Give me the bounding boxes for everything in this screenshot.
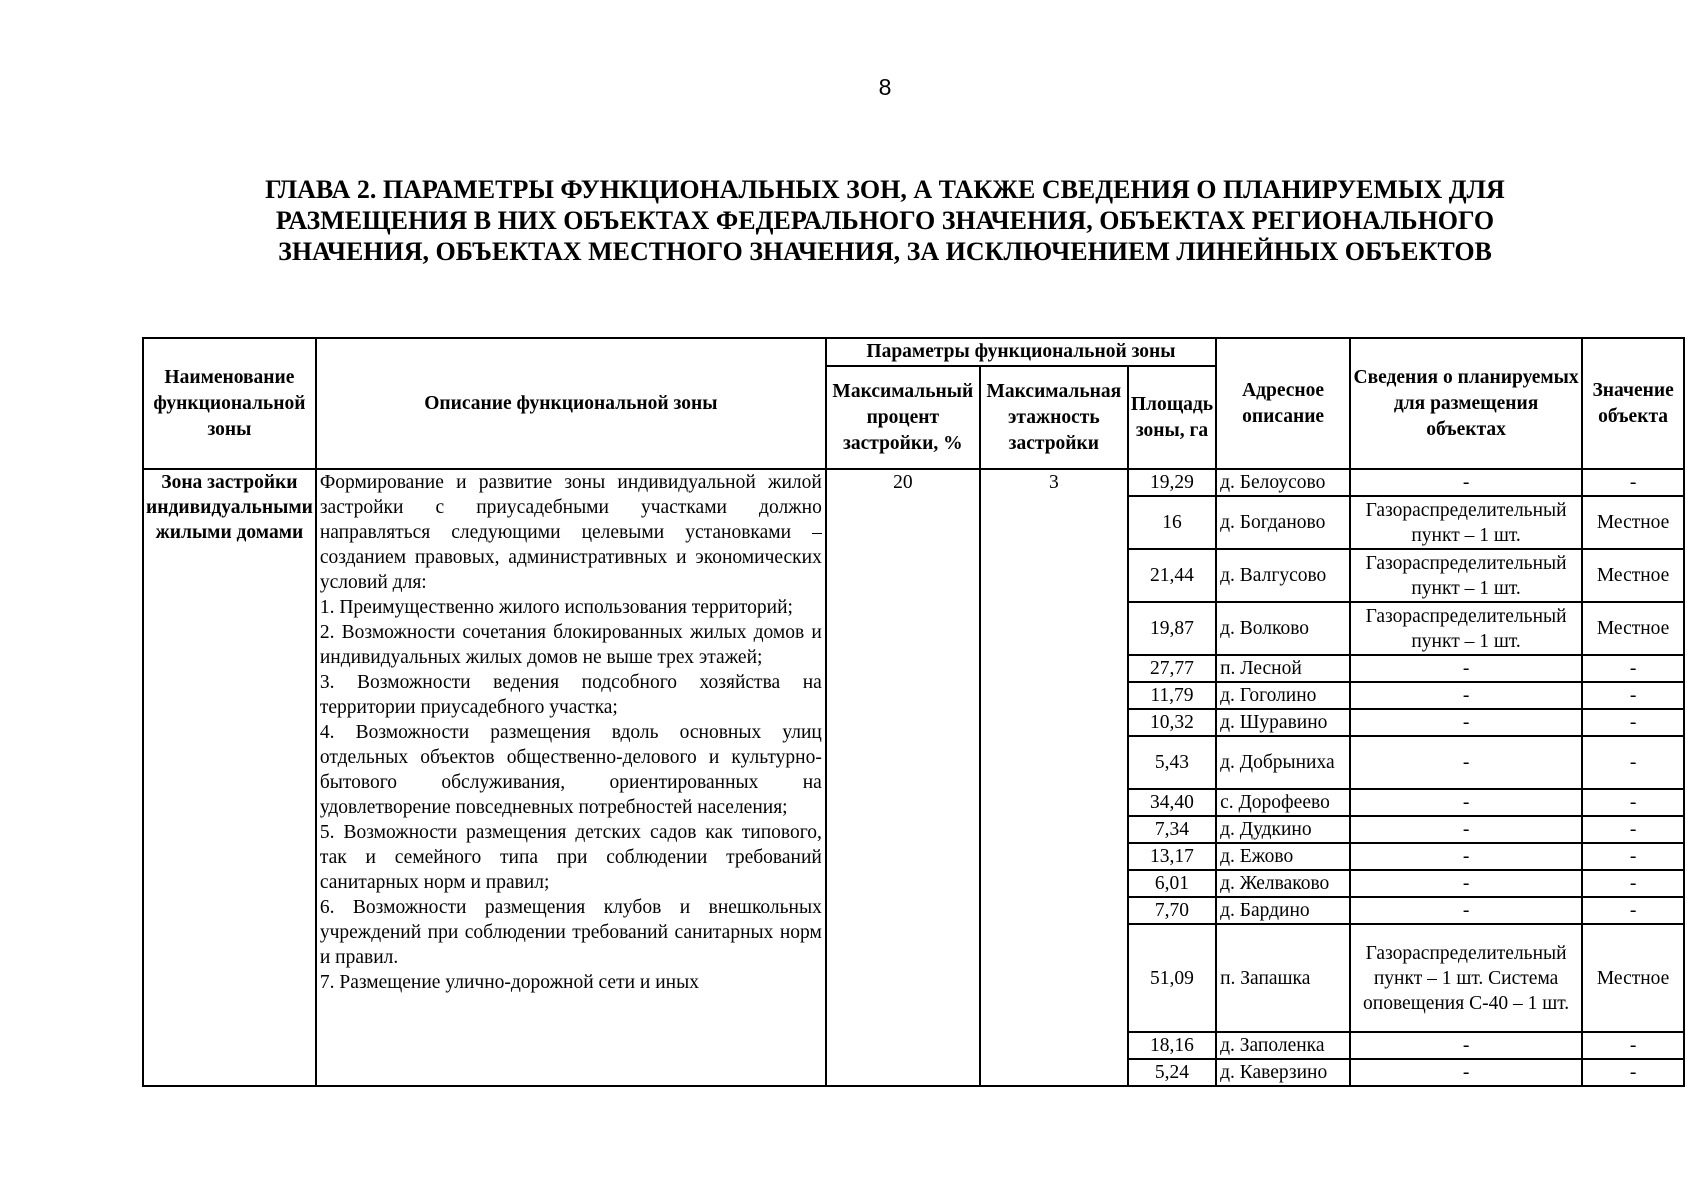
address-cell: д. Белоусово [1216,469,1350,496]
planned-info-cell: - [1350,843,1582,870]
significance-cell: - [1582,897,1684,924]
planned-info-cell: - [1350,682,1582,709]
significance-cell: - [1582,1032,1684,1059]
zone-name-cell: Зона застройки индивидуальными жилыми домами [143,469,316,1086]
description-paragraph: 4. Возможности размещения вдоль основных улиц отдельных объектов общественно-делового и культурно-бытового обслуживания, ориентированных на удовлетворение повседневных потребностей населения; [319,722,822,818]
planned-info-cell: - [1350,469,1582,496]
chapter-title-line: ГЛАВА 2. ПАРАМЕТРЫ ФУНКЦИОНАЛЬНЫХ ЗОН, А ТАКЖЕ СВЕДЕНИЯ О ПЛАНИРУЕМЫХ ДЛЯ [265,175,1505,204]
functional-zones-table [142,337,1685,1087]
planned-info-cell: - [1350,870,1582,897]
significance-cell: - [1582,655,1684,682]
significance-cell: - [1582,816,1684,843]
area-cell: 11,79 [1128,682,1216,709]
max-floors-cell: 3 [980,469,1128,1086]
area-cell: 19,87 [1128,602,1216,655]
planned-info-cell: Газораспределительный пункт – 1 шт. [1350,549,1582,602]
planned-info-cell: - [1350,897,1582,924]
description-paragraph: 5. Возможности размещения детских садов как типового, так и семейного типа при соблюдении требований санитарных норм и правил; [319,822,822,893]
description-paragraph: 3. Возможности ведения подсобного хозяйства на территории приусадебного участка; [319,672,822,718]
planned-info-cell: Газораспределительный пункт – 1 шт. [1350,496,1582,549]
header-address: Адресное описание [1216,338,1350,469]
chapter-title-line: ЗНАЧЕНИЯ, ОБЪЕКТАХ МЕСТНОГО ЗНАЧЕНИЯ, ЗА ИСКЛЮЧЕНИЕМ ЛИНЕЙНЫХ ОБЪЕКТОВ [278,237,1492,266]
table-body [143,469,1684,1086]
area-cell: 18,16 [1128,1032,1216,1059]
significance-cell: Местное [1582,496,1684,549]
planned-info-cell: - [1350,655,1582,682]
area-cell: 34,40 [1128,789,1216,816]
address-cell: д. Бардино [1216,897,1350,924]
planned-info-cell: - [1350,1059,1582,1086]
description-paragraph: 7. Размещение улично-дорожной сети и иных [319,972,699,993]
address-cell: д. Волково [1216,602,1350,655]
address-cell: п. Лесной [1216,655,1350,682]
area-cell: 21,44 [1128,549,1216,602]
significance-cell: Местное [1582,924,1684,1032]
significance-cell: - [1582,870,1684,897]
header-area: Площадь зоны, га [1128,366,1216,469]
address-cell: д. Гоголино [1216,682,1350,709]
header-params-group: Параметры функциональной зоны [826,338,1216,366]
address-cell: с. Дорофеево [1216,789,1350,816]
page-number: 8 [878,74,892,100]
significance-cell: - [1582,682,1684,709]
description-paragraph: Формирование и развитие зоны индивидуальной жилой застройки с приусадебными участками должно направляться следующими целевыми установками – созданием правовых, административных и экономических условий для: [319,472,822,593]
area-cell: 51,09 [1128,924,1216,1032]
significance-cell: - [1582,736,1684,789]
planned-info-cell: - [1350,1032,1582,1059]
description-paragraph: 1. Преимущественно жилого использования территорий; [319,597,793,618]
planned-info-cell: - [1350,816,1582,843]
zone-description-cell [316,469,826,1086]
area-cell: 7,70 [1128,897,1216,924]
address-cell: д. Заполенка [1216,1032,1350,1059]
chapter-title [190,174,1580,267]
address-cell: д. Валгусово [1216,549,1350,602]
significance-cell: Местное [1582,602,1684,655]
area-cell: 16 [1128,496,1216,549]
max-build-percent-cell: 20 [826,469,980,1086]
area-cell: 6,01 [1128,870,1216,897]
description-paragraph: 6. Возможности размещения клубов и внешкольных учреждений при соблюдении требований санитарных норм и правил. [319,897,822,968]
header-significance: Значение объекта [1582,338,1684,469]
area-cell: 7,34 [1128,816,1216,843]
area-cell: 10,32 [1128,709,1216,736]
address-cell: д. Желваково [1216,870,1350,897]
address-cell: д. Шуравино [1216,709,1350,736]
header-max-build-percent: Максимальный процент застройки, % [826,366,980,469]
planned-info-cell: - [1350,789,1582,816]
address-cell: д. Ежово [1216,843,1350,870]
address-cell: д. Дудкино [1216,816,1350,843]
significance-cell: - [1582,843,1684,870]
header-description: Описание функциональной зоны [316,338,826,469]
table-row [143,469,1684,496]
address-cell: д. Добрыниха [1216,736,1350,789]
header-zone-name: Наименование функциональной зоны [143,338,316,469]
planned-info-cell: - [1350,736,1582,789]
significance-cell: - [1582,709,1684,736]
significance-cell: - [1582,789,1684,816]
significance-cell: - [1582,469,1684,496]
chapter-title-line: РАЗМЕЩЕНИЯ В НИХ ОБЪЕКТАХ ФЕДЕРАЛЬНОГО ЗНАЧЕНИЯ, ОБЪЕКТАХ РЕГИОНАЛЬНОГО [275,206,1495,235]
address-cell: д. Богданово [1216,496,1350,549]
description-paragraph: 2. Возможности сочетания блокированных жилых домов и индивидуальных жилых домов не выше трех этажей; [319,622,822,668]
header-max-floors: Максимальная этажность застройки [980,366,1128,469]
address-cell: п. Запашка [1216,924,1350,1032]
address-cell: д. Каверзино [1216,1059,1350,1086]
planned-info-cell: Газораспределительный пункт – 1 шт. Система оповещения С-40 – 1 шт. [1350,924,1582,1032]
area-cell: 5,43 [1128,736,1216,789]
area-cell: 5,24 [1128,1059,1216,1086]
area-cell: 13,17 [1128,843,1216,870]
header-planned-info: Сведения о планируемых для размещения объектах [1350,338,1582,469]
significance-cell: - [1582,1059,1684,1086]
planned-info-cell: Газораспределительный пункт – 1 шт. [1350,602,1582,655]
area-cell: 27,77 [1128,655,1216,682]
planned-info-cell: - [1350,709,1582,736]
area-cell: 19,29 [1128,469,1216,496]
significance-cell: Местное [1582,549,1684,602]
